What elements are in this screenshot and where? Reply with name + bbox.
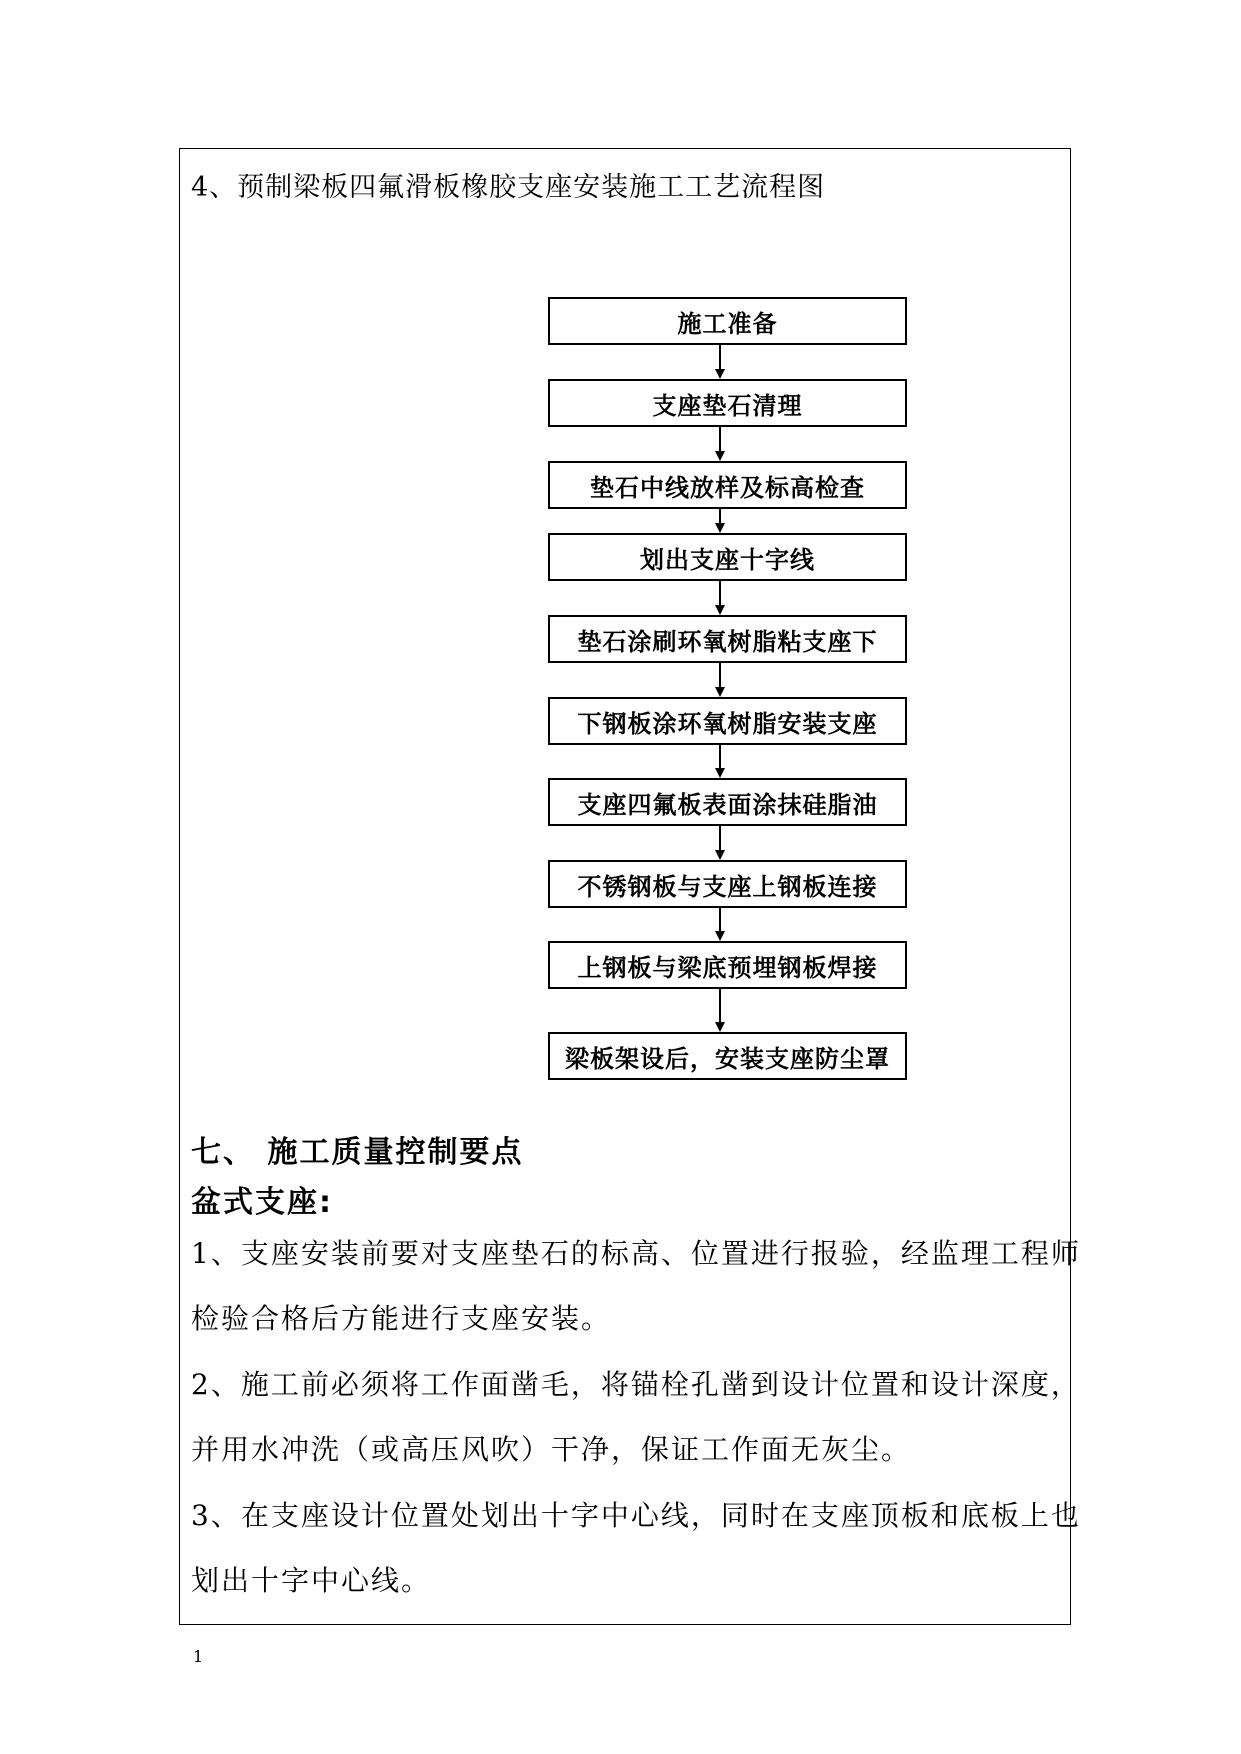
flow-step-10: 梁板架设后，安装支座防尘罩 — [548, 1032, 907, 1080]
flow-arrow-9 — [712, 989, 728, 1032]
paragraph-line: 2、施工前必须将工作面凿毛，将锚栓孔凿到设计位置和设计深度， — [191, 1368, 1081, 1401]
flow-arrow-2 — [712, 427, 728, 461]
flow-step-1: 施工准备 — [548, 297, 907, 345]
paragraph-line: 划出十字中心线。 — [191, 1564, 432, 1597]
flow-step-8: 不锈钢板与支座上钢板连接 — [548, 860, 907, 908]
flow-arrow-7 — [712, 826, 728, 860]
section-heading: 七、 施工质量控制要点 — [191, 1135, 524, 1170]
flow-step-5: 垫石涂刷环氧树脂粘支座下 — [548, 615, 907, 663]
flow-arrow-1 — [712, 345, 728, 379]
flow-step-4: 划出支座十字线 — [548, 533, 907, 581]
paragraph-line: 检验合格后方能进行支座安装。 — [191, 1302, 612, 1335]
paragraph-line: 1、支座安装前要对支座垫石的标高、位置进行报验，经监理工程师 — [191, 1237, 1081, 1270]
flow-arrow-8 — [712, 908, 728, 941]
paragraph-line: 3、在支座设计位置处划出十字中心线，同时在支座顶板和底板上也 — [191, 1499, 1081, 1532]
section-subheading: 盆式支座: — [191, 1185, 333, 1220]
page-number: 1 — [193, 1647, 204, 1666]
flow-arrow-5 — [712, 663, 728, 697]
paragraph-line: 并用水冲洗（或高压风吹）干净，保证工作面无灰尘。 — [191, 1433, 912, 1466]
flow-arrow-4 — [712, 581, 728, 615]
flow-arrow-3 — [712, 509, 728, 533]
flowchart-title: 4、预制梁板四氟滑板橡胶支座安装施工工艺流程图 — [191, 172, 826, 203]
flow-step-6: 下钢板涂环氧树脂安装支座 — [548, 697, 907, 745]
flow-arrow-6 — [712, 745, 728, 778]
flow-step-7: 支座四氟板表面涂抹硅脂油 — [548, 778, 907, 826]
flow-step-3: 垫石中线放样及标高检查 — [548, 461, 907, 509]
flow-step-9: 上钢板与梁底预埋钢板焊接 — [548, 941, 907, 989]
flow-step-2: 支座垫石清理 — [548, 379, 907, 427]
